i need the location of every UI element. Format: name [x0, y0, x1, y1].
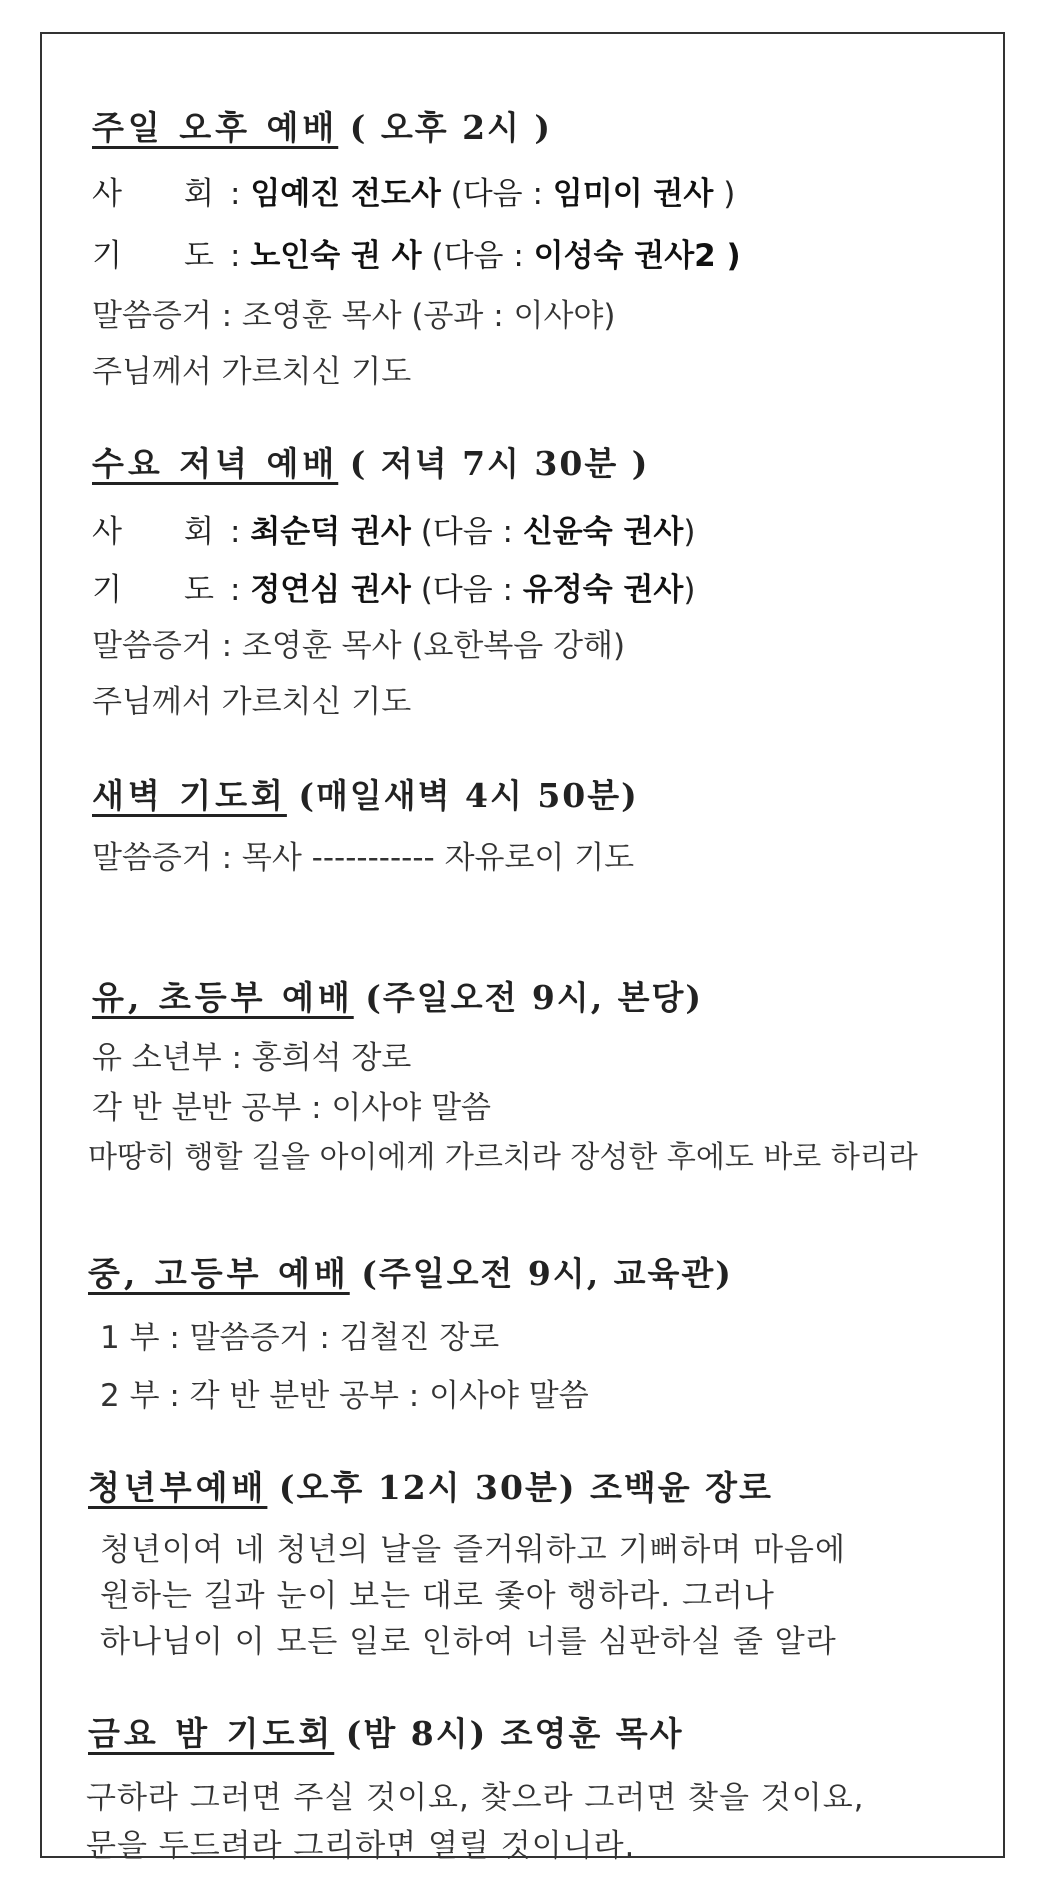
- sunday-host-next-name: 임미이 권사: [552, 176, 714, 212]
- sunday-host-label: 사 회: [92, 176, 214, 212]
- dawn-line: 말씀증거 : 목사 ----------- 자유로이 기도: [92, 840, 635, 876]
- sunday-heading: [92, 108, 552, 148]
- wednesday-host-name: 최순덕 권사: [250, 514, 411, 550]
- elementary-time: (주일오전 9시, 본당): [365, 978, 704, 1017]
- dawn-title: 새벽 기도회: [92, 776, 287, 815]
- sunday-time: ( 오후 2시 ): [349, 108, 553, 147]
- secondary-line1: 1 부 : 말씀증거 : 김철진 장로: [100, 1320, 500, 1356]
- wednesday-prayer-next-suffix: ): [683, 572, 696, 608]
- friday-line2: 문을 두드려라 그리하면 열릴 것이니라.: [86, 1828, 636, 1864]
- sunday-prayer-next-prefix: (다음 :: [431, 238, 524, 274]
- wednesday-prayer-label: 기 도: [92, 572, 214, 608]
- youth-time: (오후 12시 30분) 조백윤 장로: [278, 1468, 773, 1507]
- wednesday-host-next-name: 신윤숙 권사: [522, 514, 684, 550]
- secondary-time: (주일오전 9시, 교육관): [361, 1254, 733, 1293]
- friday-title: 금요 밤 기도회: [88, 1714, 335, 1753]
- sunday-prayer-label: 기 도: [92, 238, 214, 274]
- youth-line1: 청년이여 네 청년의 날을 즐거워하고 기뻐하며 마음에: [100, 1532, 846, 1568]
- wednesday-title: 수요 저녁 예배: [92, 444, 339, 483]
- sunday-host-name: 임예진 전도사: [250, 176, 441, 212]
- sunday-title: 주일 오후 예배: [92, 108, 339, 147]
- sunday-sermon: 말씀증거 : 조영훈 목사 (공과 : 이사야): [92, 298, 616, 334]
- wednesday-time: ( 저녁 7시 30분 ): [349, 444, 650, 483]
- youth-line2: 원하는 길과 눈이 보는 대로 좇아 행하라. 그러나: [100, 1578, 775, 1614]
- sunday-prayer-row: 기 도 : 노인숙 권 사 (다음 : 이성숙 권사2 ): [92, 238, 741, 274]
- dawn-heading: [92, 776, 639, 816]
- wednesday-prayer-row: 기 도 : 정연심 권사 (다음 : 유정숙 권사): [92, 572, 696, 608]
- sunday-prayer-next-name: 이성숙 권사2 ): [533, 238, 741, 274]
- elementary-line1: 유 소년부 : 홍희석 장로: [92, 1040, 412, 1076]
- elementary-title: 유, 초등부 예배: [92, 978, 354, 1017]
- secondary-heading: [88, 1254, 733, 1294]
- youth-title: 청년부예배: [88, 1468, 268, 1507]
- dawn-time: (매일새벽 4시 50분): [298, 776, 639, 815]
- wednesday-host-next-suffix: ): [683, 514, 696, 550]
- sunday-prayer-name: 노인숙 권 사: [250, 238, 422, 274]
- wednesday-host-row: 사 회 : 최순덕 권사 (다음 : 신윤숙 권사): [92, 514, 696, 550]
- wednesday-host-label: 사 회: [92, 514, 214, 550]
- secondary-line2: 2 부 : 각 반 분반 공부 : 이사야 말씀: [100, 1378, 589, 1414]
- wednesday-prayer-next-prefix: (다음 :: [420, 572, 513, 608]
- sunday-closing: 주님께서 가르치신 기도: [92, 354, 412, 390]
- elementary-heading: [92, 978, 703, 1018]
- friday-line1: 구하라 그러면 주실 것이요, 찾으라 그러면 찾을 것이요,: [86, 1780, 865, 1816]
- wednesday-sermon: 말씀증거 : 조영훈 목사 (요한복음 강해): [92, 628, 626, 664]
- youth-heading: [88, 1468, 773, 1508]
- sunday-host-next-suffix: ): [723, 176, 736, 212]
- elementary-line2: 각 반 분반 공부 : 이사야 말씀: [92, 1090, 491, 1126]
- friday-heading: [88, 1714, 684, 1754]
- friday-time: (밤 8시) 조영훈 목사: [345, 1714, 684, 1753]
- secondary-title: 중, 고등부 예배: [88, 1254, 350, 1293]
- sunday-host-next-prefix: (다음 :: [450, 176, 543, 212]
- sunday-host-row: 사 회 : 임예진 전도사 (다음 : 임미이 권사 ): [92, 176, 736, 212]
- elementary-line3: 마땅히 행할 길을 아이에게 가르치라 장성한 후에도 바로 하리라: [88, 1140, 918, 1175]
- wednesday-closing: 주님께서 가르치신 기도: [92, 684, 412, 720]
- wednesday-prayer-name: 정연심 권사: [250, 572, 411, 608]
- wednesday-host-next-prefix: (다음 :: [420, 514, 513, 550]
- wednesday-heading: [92, 444, 649, 484]
- wednesday-prayer-next-name: 유정숙 권사: [522, 572, 684, 608]
- youth-line3: 하나님이 이 모든 일로 인하여 너를 심판하실 줄 알라: [100, 1624, 837, 1660]
